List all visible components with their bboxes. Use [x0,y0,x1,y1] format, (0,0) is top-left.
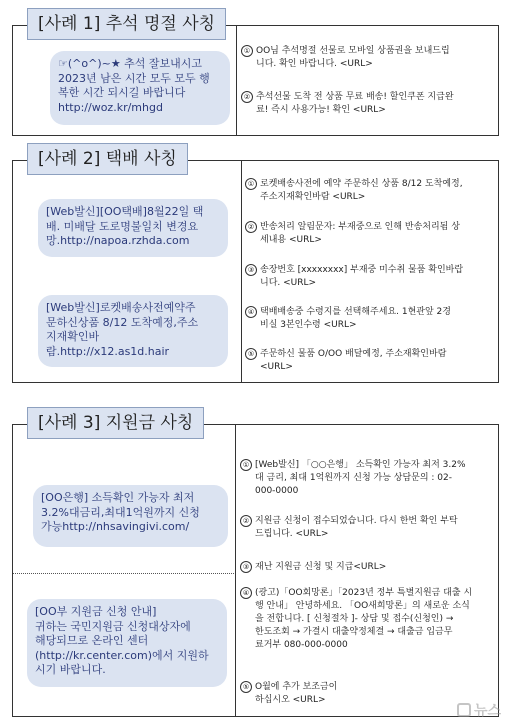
item-text: <URL> [260,362,293,372]
item-text: [Web발신] 「○○은행」 소득확인 가능자 최저 3.2% [255,460,466,470]
sms-bubble [38,199,228,257]
sms-line: [OO부 지원금 신청 안내] [35,605,157,618]
sms-line: ☞(^o^)~★ 추석 잘보내시고 [58,57,203,70]
case-title: [사례 3] 지원금 사칭 [27,407,204,439]
sms-bubble [33,485,228,547]
item-text: 비실 3본인수령 <URL> [260,320,357,330]
case-title: [사례 2] 택배 사칭 [27,143,188,175]
list-item [240,561,497,574]
example-list [245,178,497,378]
list-item [245,178,497,204]
column-divider [235,425,236,716]
item-number: ④ [240,587,252,599]
news-logo-icon [457,703,471,717]
example-list [241,45,496,130]
item-text: 하십시오 <URL> [255,695,326,705]
sms-bubble [50,51,230,125]
case-title: [사례 1] 추석 명절 사칭 [27,8,226,40]
item-number: ① [241,45,253,57]
watermark-text: 뉴스 [473,703,501,719]
list-item [240,459,497,498]
column-divider [236,26,237,135]
item-text: 추석선물 도착 전 상품 무료 배송! 할인쿠폰 지급완 [256,92,454,102]
item-text: 세내용 <URL> [260,235,322,245]
item-text: 송장번호 [xxxxxxxx] 부재중 미수취 물품 확인바랍 [260,265,464,275]
sms-line: [Web발신][OO택배]8월22일 택 [46,205,204,218]
item-text: 니다. 확인 바랍니다. <URL> [256,59,373,69]
item-text: 택배배송중 수령지를 선택해주세요. 1현관앞 2경 [260,307,451,317]
case-1 [0,8,507,136]
case-2 [0,143,507,383]
list-item [240,515,497,541]
item-text: 드립니다. <URL> [255,529,329,539]
item-number: ③ [245,264,257,276]
sms-line: 복한 시간 되시길 바랍니다 [58,86,186,99]
item-text: 대 금리, 최대 1억원까지 신청 가능 상담문의 : 02- [255,473,453,483]
sms-line: 람.http://x12.as1d.hair [46,344,170,358]
item-number: ② [241,91,253,103]
sms-line: 시기 바랍니다. [35,663,106,676]
item-number: ⑤ [245,348,257,360]
item-text: 지원금 신청이 접수되었습니다. 다시 한번 확인 부탁 [255,516,458,526]
item-text: 을 전합니다. [ 신청절차 ]- 상담 및 접수(신청인) → [255,614,454,624]
sms-line: [Web발신]로켓배송사전예약주 [46,301,196,314]
watermark [457,700,501,720]
sms-line: (http://kr.center.com)에서 지원하 [35,648,209,662]
example-list [240,459,497,714]
sms-line: 문하신상품 8/12 도착예정,주소 [46,315,199,329]
message-separator [13,573,234,574]
item-text: 로켓배송사전에 예약 주문하신 상품 8/12 도착예정, [260,179,463,189]
sms-line: 지재확인바 [46,330,100,343]
sms-line: 3.2%대금리,최대1억원까지 신청 [41,505,200,519]
list-item [245,306,497,332]
item-text: 재난 지원금 신청 및 지급<URL> [255,562,387,572]
sms-bubble [27,599,227,687]
sms-line: [OO은행] 소득확인 가능자 최저 [41,491,195,504]
item-text: 료! 즉시 사용가능! 확인 <URL> [256,105,386,115]
item-number: ② [240,515,252,527]
item-number: ④ [245,306,257,318]
item-text: 니다. <URL> [260,278,317,288]
sms-line: 가능http://nhsavingivi.com/ [41,520,190,533]
sms-line: 귀하는 국민지원금 신청대상자에 [35,619,191,633]
list-item [240,587,497,652]
list-item [245,221,497,247]
item-text: O월에 추가 보조금이 [255,682,338,692]
item-number: ① [245,178,257,190]
sms-line: 망.http://napoa.rzhda.com [46,234,190,247]
item-text: 000-0000 [255,486,299,496]
list-item [241,45,496,71]
sms-line: 해당되므로 온라인 센터 [35,634,149,647]
item-text: 료거부 080-000-0000 [255,640,348,650]
sms-line: 2023년 남은 시간 모두 모두 행 [58,71,210,85]
list-item [241,91,496,117]
item-number: ① [240,459,252,471]
list-item [245,348,497,374]
column-divider [241,161,242,382]
item-text: 주문하신 물품 O/OO 배달예정, 주소재확인바람 [260,349,447,359]
item-text: (광고)「OO회망론」「2023년 정부 특별지원금 대출 시 [255,588,473,598]
sms-bubble [38,295,228,367]
item-text: 행 안내」 안녕하세요. 「OO새희망론」의 새로운 소식 [255,601,470,611]
sms-line: 배. 미배달 도로명불일치 변경요 [46,219,199,233]
item-number: ② [245,221,257,233]
item-text: 반송처리 알림문자: 부재중으로 인해 반송처리됨 상 [260,222,460,232]
item-number: ③ [240,561,252,573]
item-number: ⑤ [240,681,252,693]
item-text: OO님 추석명절 선물로 모바일 상품권을 보내드립 [256,46,450,56]
sms-line: http://woz.kr/mhgd [58,100,163,114]
list-item [245,264,497,290]
case-3 [0,407,507,717]
item-text: 주소지재확인바람 <URL> [260,192,366,202]
item-text: 한도조회 → 가결시 대출약정체결 → 대출금 입금무 [255,627,453,637]
